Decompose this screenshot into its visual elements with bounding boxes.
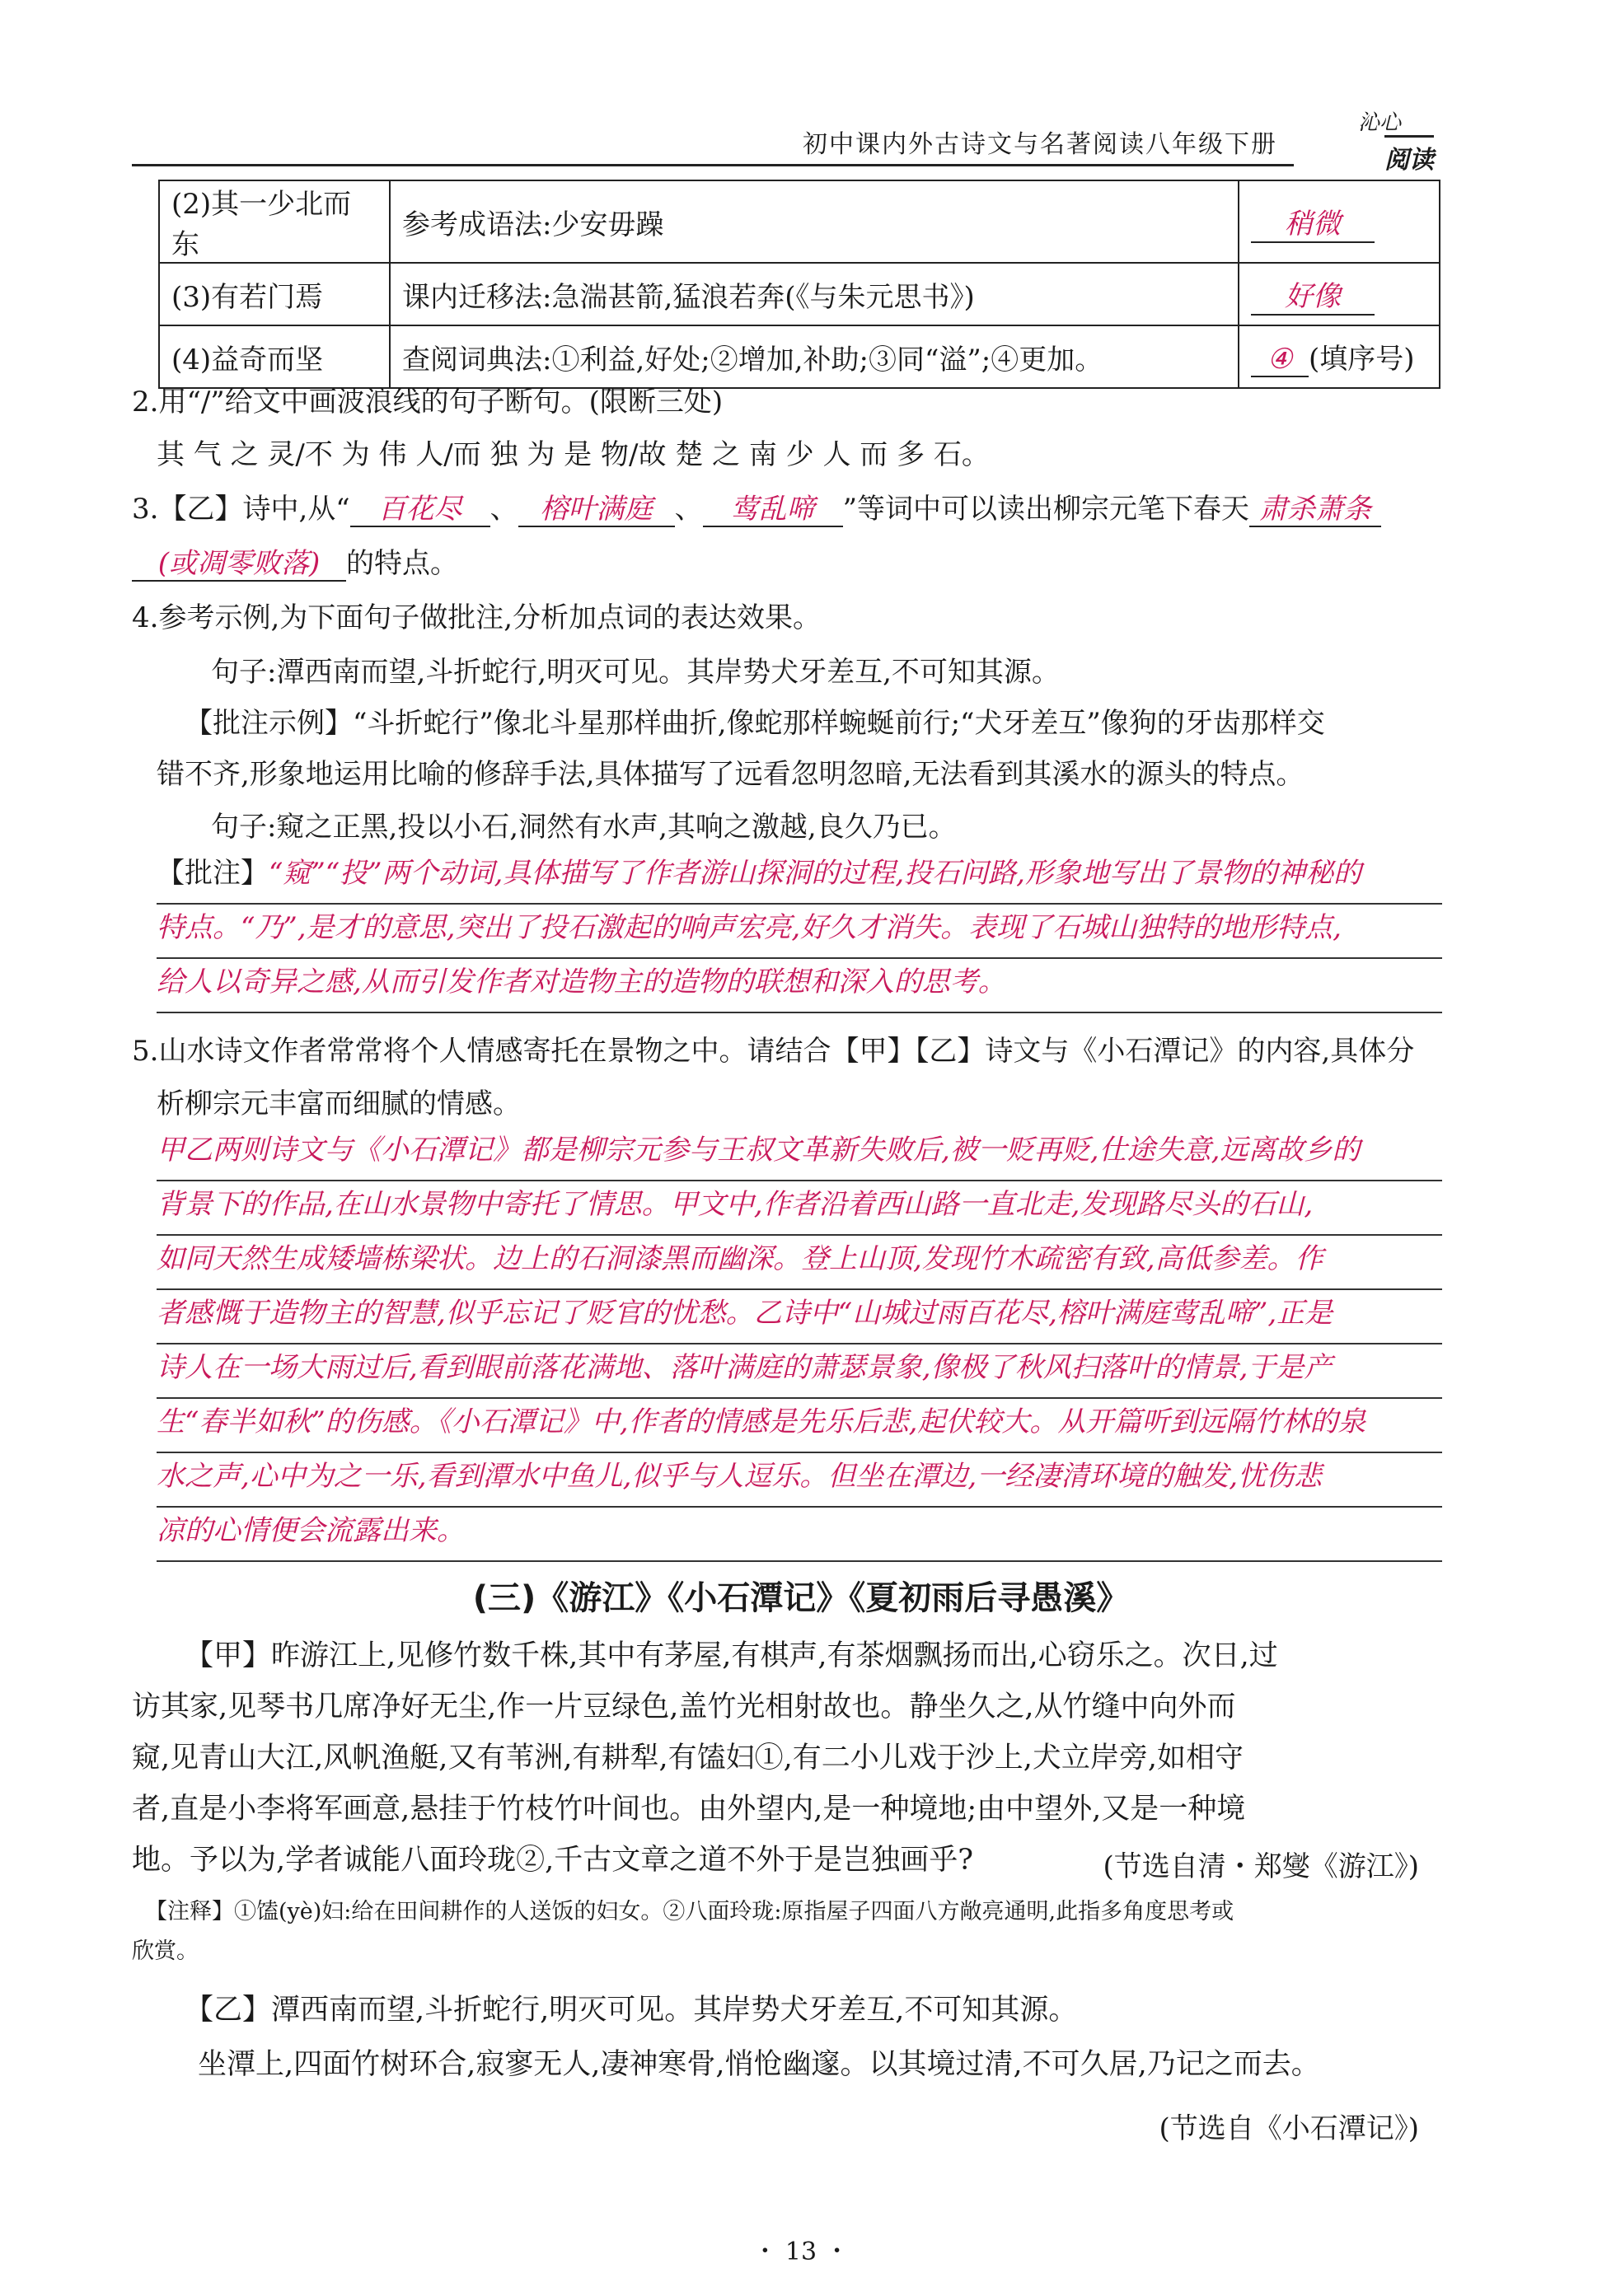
jia-line: 地。予以为,学者诚能八面玲珑②,千古文章之道不外于是岂独画乎? xyxy=(132,1844,974,1877)
q3-answer-4: 肃杀萧条 xyxy=(1249,493,1381,527)
q4-sentence-1: 句子:潭西南而望,斗折蛇行,明灭可见。其岸势犬牙差互,不可知其源。 xyxy=(211,656,1060,689)
q3-mid: ”等词中可以读出柳宗元笔下春天 xyxy=(842,493,1250,526)
question-2-answer: 其 气 之 灵/不 为 伟 人/而 独 为 是 物/故 楚 之 南 少 人 而 多 石。 xyxy=(157,438,990,471)
annotation-text: “窥”“投”两个动词,具体描写了作者游山探洞的过程,投石问路,形象地写出了景物的神秘的 xyxy=(269,857,1361,890)
q3-answer-5: (或凋零败落) xyxy=(132,547,346,582)
answer-text: 稍微 xyxy=(1251,201,1375,243)
answer-line: 如同天然生成矮墙栋梁状。边上的石洞漆黑而幽深。登上山顶,发现竹木疏密有致,高低参差。作 xyxy=(157,1242,1442,1290)
answer-line: 给人以奇异之感,从而引发作者对造物主的造物的联想和深入的思考。 xyxy=(157,966,1442,1013)
table-row xyxy=(159,180,1440,263)
word-meaning-table xyxy=(158,180,1440,389)
table-cell-item: (4)益奇而坚 xyxy=(159,325,390,388)
jia-line: 【甲】昨游江上,见修竹数千株,其中有茅屋,有棋声,有茶烟飘扬而出,心窃乐之。次日,过 xyxy=(185,1639,1278,1672)
annotation-note: 【注释】①馌(yè)妇:给在田间耕作的人送饭的妇女。②八面玲珑:原指屋子四面八方敞亮通明,此指多角度思考或 xyxy=(145,1899,1234,1924)
answer-line: 凉的心情便会流露出来。 xyxy=(157,1514,1442,1562)
q4-sentence-2: 句子:窥之正黑,投以小石,洞然有水声,其响之激越,良久乃已。 xyxy=(211,811,957,844)
table-cell-item: (3)有若门焉 xyxy=(159,263,390,325)
q3-answer-2: 榕叶满庭 xyxy=(518,493,675,527)
answer-line: 特点。“乃”,是才的意思,突出了投石激起的响声宏亮,好久才消失。表现了石城山独特的地形特点, xyxy=(157,911,1442,959)
question-5-prompt-2: 析柳宗元丰富而细腻的情感。 xyxy=(157,1087,521,1120)
answer-line: 诗人在一场大雨过后,看到眼前落花满地、落叶满庭的萧瑟景象,像极了秋风扫落叶的情景,于是产 xyxy=(157,1351,1442,1399)
question-2-prompt: 2.用“/”给文中画波浪线的句子断句。(限断三处) xyxy=(132,386,724,419)
book-title: 初中课内外古诗文与名著阅读八年级下册 xyxy=(803,130,1277,159)
q3-pre: 3.【乙】诗中,从“ xyxy=(132,493,350,526)
answer-suffix: (填序号) xyxy=(1309,343,1415,376)
question-5-prompt-1: 5.山水诗文作者常常将个人情感寄托在景物之中。请结合【甲】【乙】诗文与《小石潭记》的内容,具体分 xyxy=(132,1035,1415,1068)
q3-answer-1: 百花尽 xyxy=(350,493,490,527)
jia-line: 窥,见青山大江,风帆渔艇,又有苇洲,有耕犁,有馌妇①,有二小儿戏于沙上,犬立岸旁,如相守 xyxy=(132,1742,1244,1775)
answer-line: 背景下的作品,在山水景物中寄托了情思。甲文中,作者沿着西山路一直北走,发现路尽头的石山, xyxy=(157,1188,1442,1236)
q3-post: 的特点。 xyxy=(346,547,458,580)
header-rule xyxy=(132,164,1294,166)
question-3-cont xyxy=(132,547,458,582)
answer-line: 者感慨于造物主的智慧,似乎忘记了贬官的忧愁。乙诗中“山城过雨百花尽,榕叶满庭莺乱啼”,正是 xyxy=(157,1297,1442,1344)
q3-sep: 、 xyxy=(674,493,703,526)
jia-line: 访其家,见琴书几席净好无尘,作一片豆绿色,盖竹光相射故也。静坐久之,从竹缝中向外而 xyxy=(132,1690,1236,1723)
jia-line: 者,直是小李将军画意,悬挂于竹枝竹叶间也。由外望内,是一种境地;由中望外,又是一种境 xyxy=(132,1793,1246,1826)
table-cell-method: 参考成语法:少安毋躁 xyxy=(390,180,1239,263)
page-number: ・ 13 ・ xyxy=(752,2238,850,2266)
question-3 xyxy=(132,493,1381,527)
annotation-note-cont: 欣赏。 xyxy=(132,1938,199,1964)
table-cell-item: (2)其一少北而东 xyxy=(159,180,390,263)
q3-sep: 、 xyxy=(490,493,518,526)
table-cell-answer xyxy=(1239,263,1440,325)
jia-source: (节选自清・郑燮《游江》) xyxy=(1103,1850,1419,1883)
table-cell-answer xyxy=(1239,325,1440,388)
answer-text: ④ xyxy=(1251,343,1309,377)
answer-line xyxy=(157,857,1442,905)
table-cell-method: 课内迁移法:急湍甚箭,猛浪若奔(《与朱元思书》) xyxy=(390,263,1239,325)
q4-example-line-1: 【批注示例】“斗折蛇行”像北斗星那样曲折,像蛇那样蜿蜒前行;“犬牙差互”像狗的牙齿那样交 xyxy=(185,707,1325,740)
table-row xyxy=(159,325,1440,388)
yi-line: 坐潭上,四面竹树环合,寂寥无人,凄神寒骨,悄怆幽邃。以其境过清,不可久居,乃记之而去。 xyxy=(198,2048,1320,2081)
answer-text: 好像 xyxy=(1251,274,1375,316)
yi-source: (节选自《小石潭记》) xyxy=(1159,2112,1419,2145)
table-cell-method: 查阅词典法:①利益,好处;②增加,补助;③同“溢”;④更加。 xyxy=(390,325,1239,388)
brand-top: 沁心 xyxy=(1357,110,1401,135)
answer-line: 水之声,心中为之一乐,看到潭水中鱼儿,似乎与人逗乐。但坐在潭边,一经凄清环境的触发,忧伤悲 xyxy=(157,1460,1442,1508)
annotation-label: 【批注】 xyxy=(157,857,269,890)
question-4-prompt: 4.参考示例,为下面句子做批注,分析加点词的表达效果。 xyxy=(132,601,822,634)
answer-line: 生“春半如秋”的伤感。《小石潭记》中,作者的情感是先乐后悲,起伏较大。从开篇听到远隔竹林的泉 xyxy=(157,1405,1442,1453)
q3-answer-3: 莺乱啼 xyxy=(703,493,843,527)
table-row xyxy=(159,263,1440,325)
page-header xyxy=(132,110,1434,175)
answer-line: 甲乙两则诗文与《小石潭记》都是柳宗元参与王叔文革新失败后,被一贬再贬,仕途失意,远离故乡的 xyxy=(157,1134,1442,1181)
table-cell-answer xyxy=(1239,180,1440,263)
brand-bottom: 阅读 xyxy=(1384,135,1434,175)
q4-example-line-2: 错不齐,形象地运用比喻的修辞手法,具体描写了远看忽明忽暗,无法看到其溪水的源头的特点。 xyxy=(157,758,1305,791)
yi-line: 【乙】潭西南而望,斗折蛇行,明灭可见。其岸势犬牙差互,不可知其源。 xyxy=(185,1994,1078,2027)
brand-logo xyxy=(1302,105,1434,175)
section-title: (三)《游江》《小石潭记》《夏初雨后寻愚溪》 xyxy=(472,1579,1130,1617)
